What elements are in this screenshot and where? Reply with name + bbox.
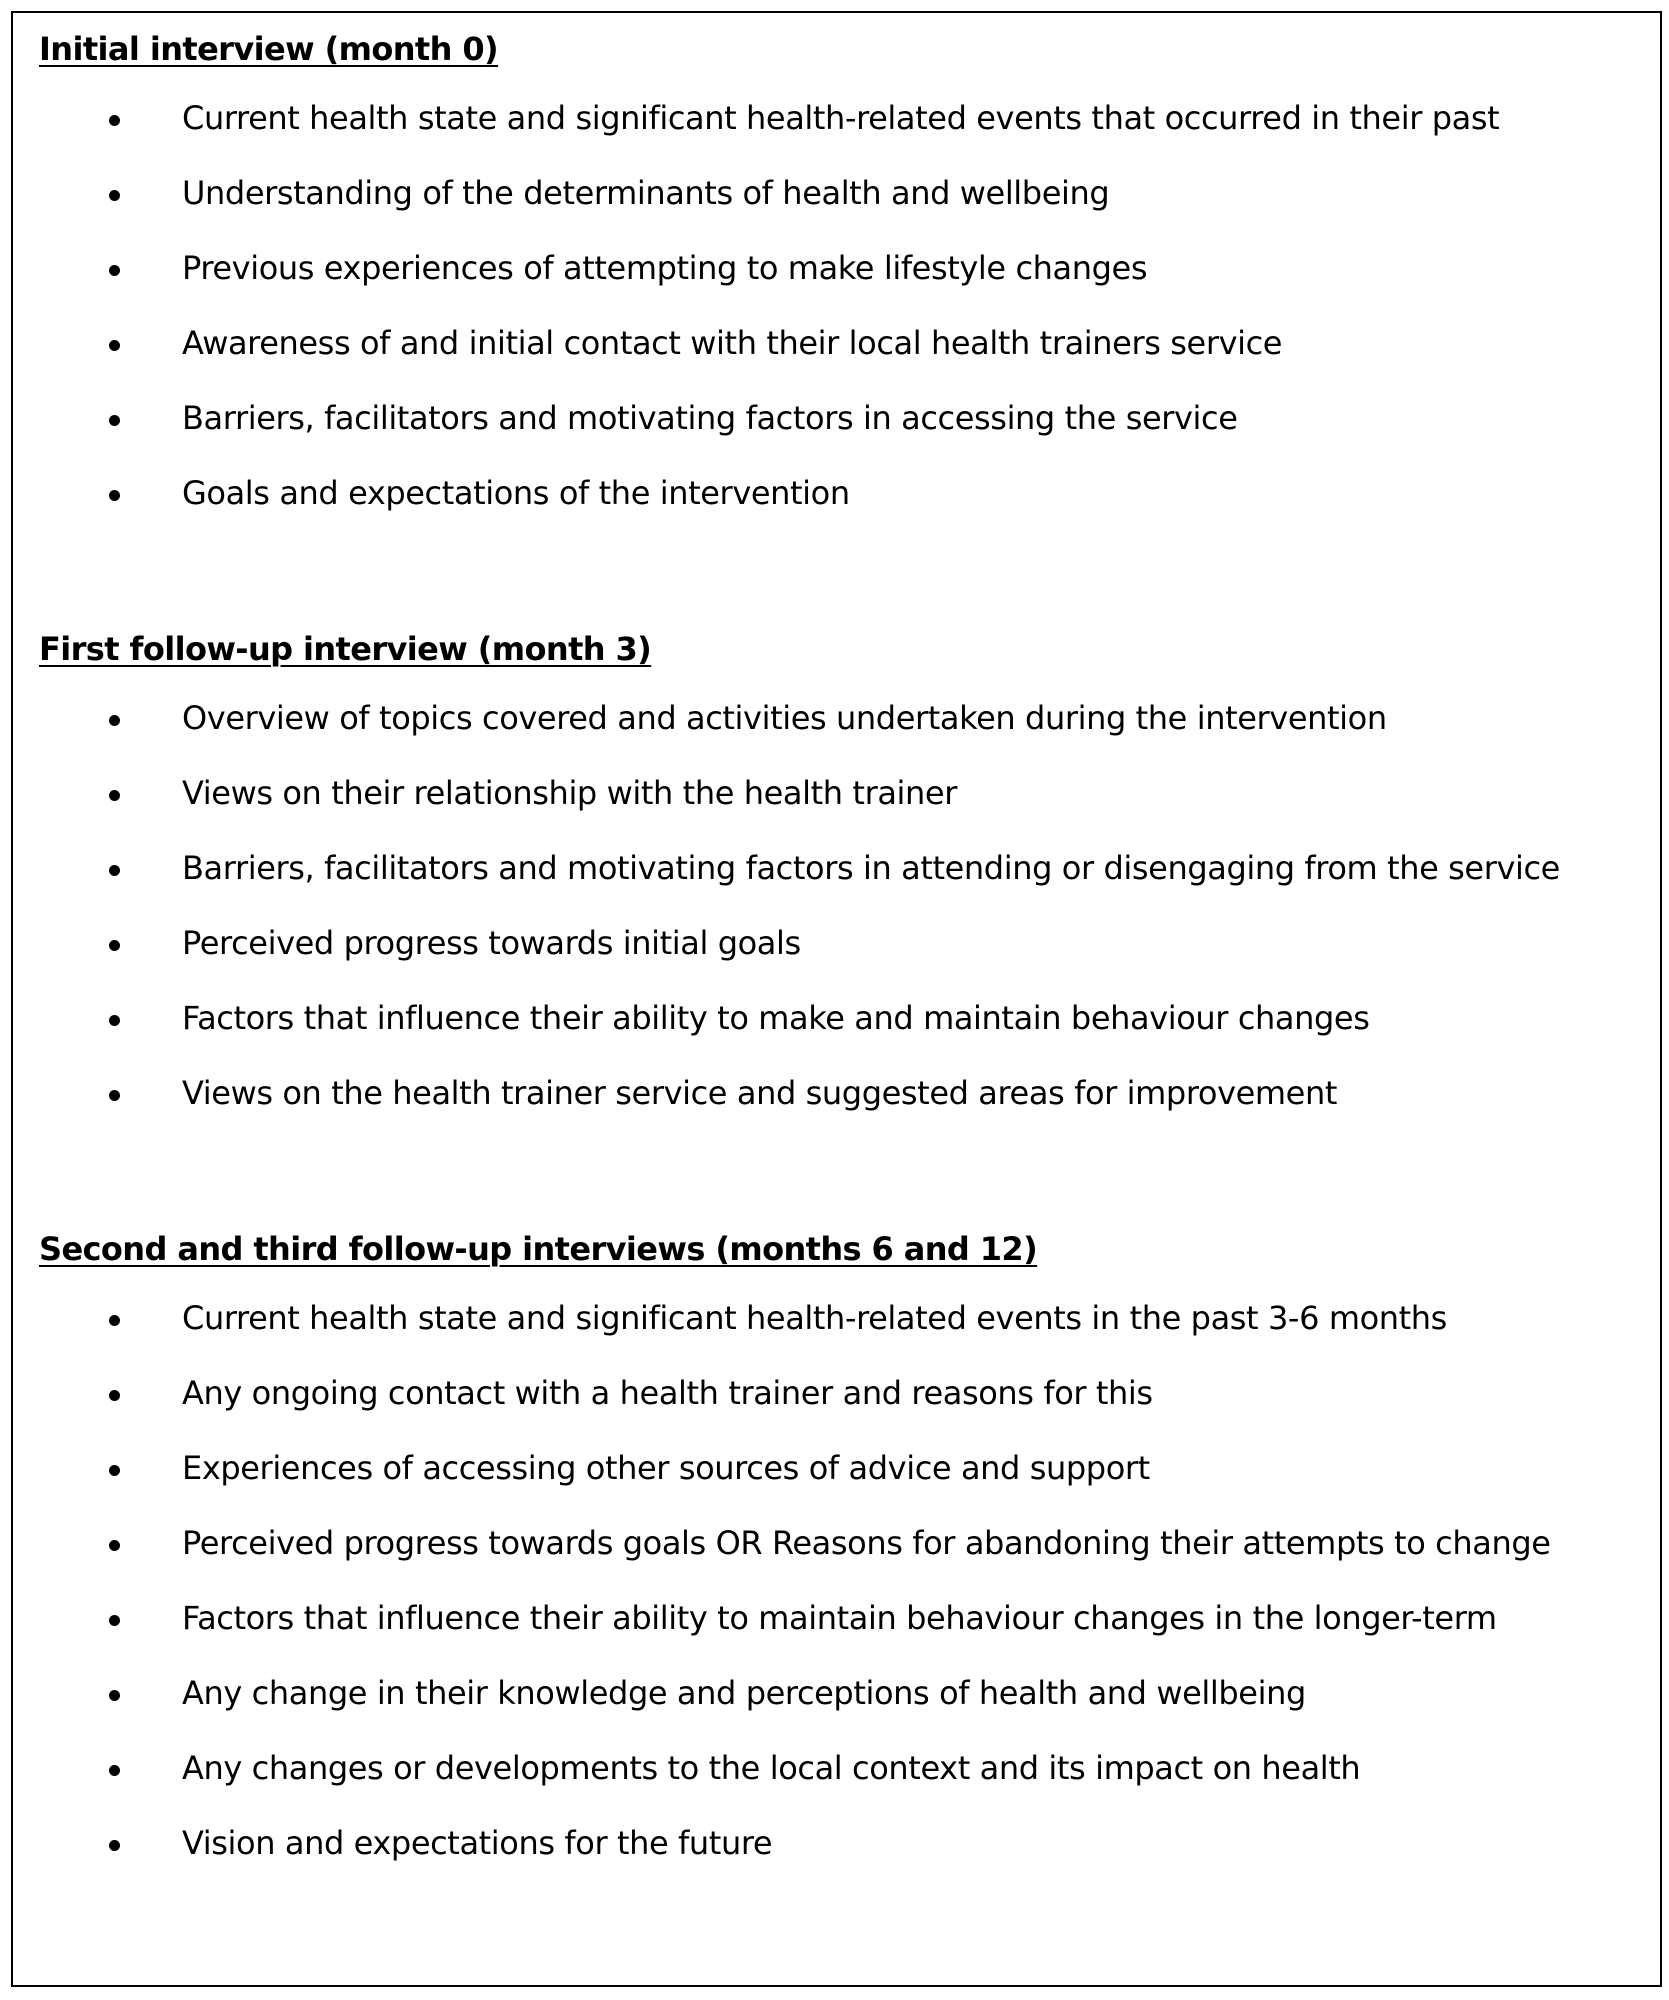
list-item-text: Views on the health trainer service and suggested areas for improvement [182, 1074, 1337, 1112]
section-heading: Initial interview (month 0) [39, 30, 499, 68]
list-item-text: Factors that influence their ability to make and maintain behaviour changes [182, 999, 1370, 1037]
list-item [39, 1364, 1650, 1439]
section-initial-interview [39, 30, 1650, 539]
list-item-text: Current health state and significant health-related events in the past 3-6 months [182, 1299, 1447, 1337]
section-heading: Second and third follow-up interviews (months 6 and 12) [39, 1230, 1038, 1268]
list-item-text: Perceived progress towards initial goals [182, 924, 801, 962]
bullet-icon [109, 715, 120, 726]
list-item-text: Views on their relationship with the health trainer [182, 774, 957, 812]
bullet-icon [109, 1615, 120, 1626]
list-item [39, 89, 1650, 164]
section-second-third-follow-up [39, 1230, 1650, 1889]
list-item [39, 1664, 1650, 1739]
list-item [39, 989, 1650, 1064]
bullet-icon [109, 490, 120, 501]
list-item [39, 764, 1650, 839]
list-item-text: Factors that influence their ability to maintain behaviour changes in the longer-term [182, 1599, 1497, 1637]
document-frame [11, 11, 1662, 1987]
bullet-icon [109, 1690, 120, 1701]
list-item-text: Experiences of accessing other sources of advice and support [182, 1449, 1150, 1487]
bullet-icon [109, 1840, 120, 1851]
list-item-text: Understanding of the determinants of health and wellbeing [182, 174, 1110, 212]
list-item [39, 314, 1650, 389]
list-item [39, 839, 1650, 914]
list-item [39, 914, 1650, 989]
list-item-text: Previous experiences of attempting to make lifestyle changes [182, 249, 1148, 287]
topic-list [39, 89, 1650, 539]
list-item-text: Any ongoing contact with a health trainer and reasons for this [182, 1374, 1153, 1412]
section-heading: First follow-up interview (month 3) [39, 630, 652, 668]
list-item-text: Current health state and significant health-related events that occurred in their past [182, 99, 1500, 137]
bullet-icon [109, 1015, 120, 1026]
bullet-icon [109, 1540, 120, 1551]
list-item-text: Barriers, facilitators and motivating factors in attending or disengaging from the service [182, 849, 1560, 887]
bullet-icon [109, 1465, 120, 1476]
list-item [39, 1289, 1650, 1364]
list-item-text: Awareness of and initial contact with their local health trainers service [182, 324, 1283, 362]
bullet-icon [109, 265, 120, 276]
bullet-icon [109, 415, 120, 426]
list-item [39, 164, 1650, 239]
list-item-text: Perceived progress towards goals OR Reasons for abandoning their attempts to change [182, 1524, 1551, 1562]
list-item [39, 1739, 1650, 1814]
topic-list [39, 689, 1650, 1139]
list-item [39, 1064, 1650, 1139]
list-item [39, 1514, 1650, 1589]
list-item [39, 1814, 1650, 1889]
bullet-icon [109, 1765, 120, 1776]
bullet-icon [109, 340, 120, 351]
section-first-follow-up [39, 630, 1650, 1139]
list-item-text: Vision and expectations for the future [182, 1824, 773, 1862]
list-item [39, 389, 1650, 464]
list-item-text: Overview of topics covered and activities undertaken during the intervention [182, 699, 1387, 737]
topic-list [39, 1289, 1650, 1889]
list-item [39, 689, 1650, 764]
bullet-icon [109, 940, 120, 951]
list-item [39, 239, 1650, 314]
bullet-icon [109, 115, 120, 126]
list-item-text: Barriers, facilitators and motivating factors in accessing the service [182, 399, 1238, 437]
bullet-icon [109, 190, 120, 201]
bullet-icon [109, 1390, 120, 1401]
list-item [39, 1439, 1650, 1514]
bullet-icon [109, 790, 120, 801]
list-item-text: Any change in their knowledge and perceptions of health and wellbeing [182, 1674, 1306, 1712]
list-item [39, 464, 1650, 539]
list-item-text: Goals and expectations of the intervention [182, 474, 850, 512]
list-item [39, 1589, 1650, 1664]
bullet-icon [109, 1090, 120, 1101]
bullet-icon [109, 865, 120, 876]
bullet-icon [109, 1315, 120, 1326]
list-item-text: Any changes or developments to the local context and its impact on health [182, 1749, 1361, 1787]
